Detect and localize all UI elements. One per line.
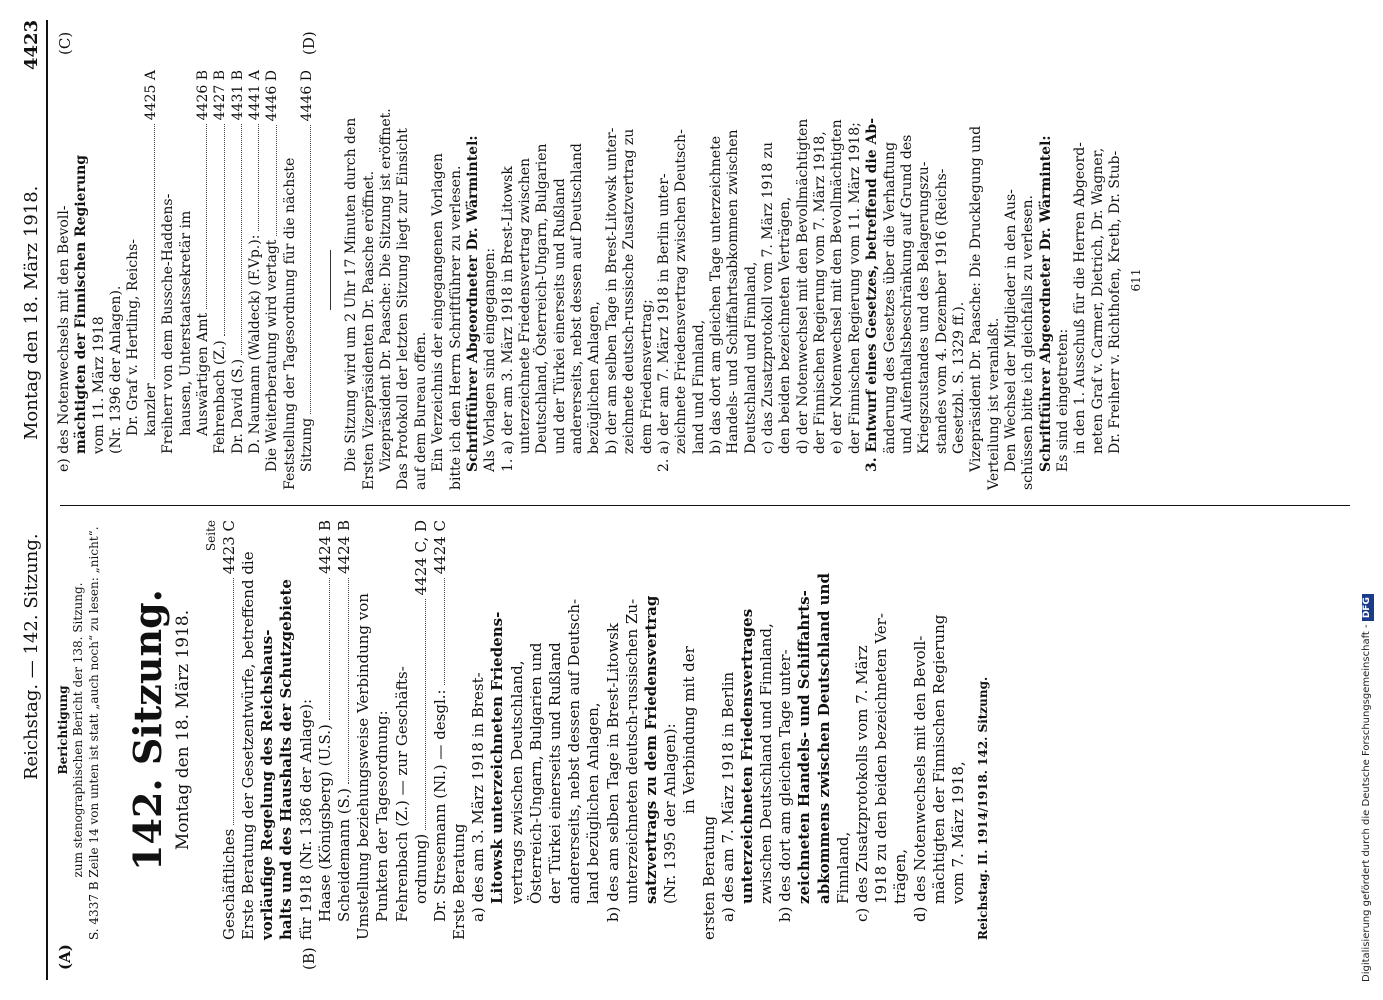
toc-label: Dr. Stresemann (Nl.) — desgl.: — [430, 689, 449, 922]
body-text: Ein Verzeichnis der eingegangenen Vorlagen — [430, 153, 447, 472]
toc-page: 4423 C — [219, 520, 238, 575]
body-text: und der Türkei einerseits und Rußland — [551, 178, 568, 454]
toc-naumann — [247, 70, 264, 490]
body-text: bitte ich den Herrn Schriftführer zu verlesen. — [447, 165, 464, 490]
page-number: 4423 — [21, 19, 42, 70]
toc-fehrenbach — [412, 520, 431, 940]
body-text: c) das Zusatzprotokoll vom 7. März 1918 zu — [760, 142, 777, 454]
toc-page: 4424 B — [334, 520, 353, 574]
toc-page: 4424 C, D — [411, 520, 430, 596]
body-text: bezüglichen Anlagen, — [586, 301, 603, 454]
toc-page: 4425 A — [142, 70, 159, 121]
body-text: den beiden bezeichneten Verträgen, — [777, 196, 794, 454]
body-text: d) der Notenwechsel mit den Bevollmächtigten — [794, 118, 811, 454]
toc-fehrenbach-r — [212, 70, 229, 490]
left-footer: Reichstag. II. 1914/1918. 142. Sitzung. — [976, 676, 991, 940]
toc-text: (Nr. 1396 der Anlagen). — [108, 285, 125, 454]
toc-text: Freiherr von dem Bussche-Haddens- — [160, 193, 177, 454]
toc-text: Umstellung beziehungsweise Verbindung von — [354, 593, 373, 940]
toc-page: 4441 A — [246, 70, 263, 121]
toc-erste-beratung — [239, 520, 316, 940]
toc-haase — [316, 520, 335, 940]
body-text: b) das dort am gleichen Tage unterzeichnete — [707, 135, 724, 454]
digitization-note — [1361, 2, 1374, 982]
toc-text: 1918 zu den beiden bezeichneten Ver- — [872, 613, 891, 904]
header-center: Montag den 18. März 1918. — [21, 185, 42, 440]
toc-page: 4446 D — [299, 70, 316, 122]
body-text: Vizepräsident Dr. Paasche: Die Sitzung ist eröffnet. — [378, 108, 395, 472]
body-text: Verteilung ist veranlaßt. — [985, 317, 1002, 490]
session-date: Montag den 18. März 1918. — [172, 609, 193, 851]
toc-label: Scheidemann (S.) — [334, 788, 353, 922]
header-left: Reichstag. — 142. Sitzung. — [21, 533, 42, 780]
toc-text: abkommens zwischen Deutschland und — [814, 573, 833, 904]
toc-text: Fehrenbach (Z.) — zur Geschäfts- — [392, 666, 411, 922]
body-text: Den Wechsel der Mitglieder in den Aus- — [1003, 189, 1020, 472]
toc-busche — [195, 70, 212, 490]
toc-text: vom 11. März 1918 — [90, 316, 107, 454]
body-text: Die Sitzung wird um 2 Uhr 17 Minuten durch den — [343, 117, 360, 472]
mark-a: (A) — [56, 944, 74, 970]
toc-text: d) des Notenwechsels mit den Bevoll- — [910, 635, 929, 922]
toc-text: ersten Beratung — [699, 815, 718, 940]
toc-text: e) des Notenwechsels mit den Bevoll- — [56, 205, 72, 472]
toc-geschaeftliches — [220, 520, 239, 940]
correction-line1: zum stenographischen Bericht der 138. Sitzung. — [71, 582, 86, 878]
toc-text: halts und des Haushalts der Schutzgebiete — [277, 579, 296, 940]
toc-label: ordnung) — [411, 833, 430, 904]
toc-text: Litowsk unterzeichneten Friedens- — [488, 611, 507, 904]
page-foot-number: 611 — [1128, 268, 1143, 292]
toc-page: 4446 D — [264, 70, 281, 122]
correction-title: Berichtigung — [56, 685, 70, 775]
toc-hertling — [143, 70, 160, 490]
body-text: in den 1. Ausschuß für die Herren Abgeord- — [1072, 142, 1089, 454]
toc-text: Erste Beratung der Gesetzentwürfe, betreffend die — [239, 551, 257, 940]
body-text: schüssen bitte ich gleichfalls zu verlesen. — [1020, 195, 1037, 490]
body-text: zeichnete Friedensvertrag zwischen Deutsch- — [673, 129, 690, 454]
toc-label: D. Naumann (Waldeck) (F.Vp.): — [246, 234, 263, 454]
body-text: auf dem Bureau offen. — [412, 331, 429, 490]
body-text: Es sind eingetreten: — [1055, 328, 1072, 472]
left-column — [56, 520, 991, 940]
body-text: änderung des Gesetzes über die Verhaftung — [881, 141, 898, 454]
mark-d: (D) — [300, 31, 318, 55]
body-text: zeichnete deutsch-russische Zusatzvertrag zu — [621, 128, 638, 454]
body-text: e) der Notenwechsel mit den Bevollmächtigten — [829, 119, 846, 454]
toc-text: Finnland, — [833, 831, 852, 904]
toc-text: land bezüglichen Anlagen, — [584, 702, 603, 904]
toc-label: kanzler — [142, 383, 159, 436]
body-text: Schriftführer Abgeordneter Dr. Wärmintel: — [1037, 135, 1054, 472]
header-rule — [46, 20, 48, 980]
body-text: dem Friedensvertrag; — [638, 299, 655, 454]
toc-text: hausen, Unterstaatssekretär im — [177, 210, 194, 436]
toc-text: in Verbindung mit der — [680, 646, 699, 814]
body-text: 2. a) der am 7. März 1918 in Berlin unter- — [655, 173, 672, 472]
toc-label: Fehrenbach (Z.) — [212, 340, 229, 454]
digitization-text: Digitalisierung gefördert durch die Deutsche Forschungsgemeinschaft - — [1361, 624, 1372, 982]
correction-line2: S. 4337 B Zeile 14 von unten ist statt „auch noch“ zu lesen: „nicht“. — [86, 526, 101, 940]
toc-text: mächtigten der Finnischen Regierung — [929, 614, 948, 904]
body-text: und Aufenthaltsbeschränkung auf Grund des — [898, 134, 915, 454]
column-divider — [60, 505, 1350, 506]
toc-page: 4424 B — [315, 520, 334, 574]
toc-text: unterzeichneten deutsch-russischen Zu- — [622, 598, 641, 904]
toc-text: trägen, — [891, 848, 910, 904]
toc-text: c) des Zusatzprotokolls vom 7. März — [853, 645, 871, 922]
body-text: 1. a) der am 3. März 1918 in Brest-Litowsk — [499, 166, 516, 472]
body-text: Das Protokoll der letzten Sitzung liegt zur Einsicht — [395, 128, 412, 490]
body-text: unterzeichnete Friedensvertrag zwischen — [516, 157, 533, 454]
toc-text: der Türkei einerseits und Rußland — [546, 642, 564, 904]
toc-text: a) des am 7. März 1918 in Berlin — [718, 671, 737, 922]
toc-label: Auswärtigen Amt — [194, 312, 211, 436]
body-text: Deutschland, Österreich-Ungarn, Bulgarien — [534, 143, 551, 454]
toc-text: Erste Beratung — [450, 823, 469, 940]
body-text: andererseits, nebst dessen auf Deutschland — [569, 143, 586, 454]
toc-text: Feststellung der Tagesordnung für die nächste — [281, 157, 298, 490]
toc-text: unterzeichneten Friedensvertrages — [737, 608, 756, 904]
dfg-logo: DFG — [1362, 594, 1374, 621]
toc-text: mächtigten der Finnischen Regierung — [73, 154, 90, 454]
body-text: Handels- und Schiffahrtsabkommen zwischen — [725, 129, 742, 454]
body-text: land und Finnland, — [690, 319, 707, 454]
body-text: b) der am selben Tage in Brest-Litowsk unter- — [603, 127, 620, 454]
toc-label: Haase (Königsberg) (U.S.) — [315, 724, 334, 922]
toc-text: für 1918 (Nr. 1386 der Anlage): — [296, 698, 315, 940]
toc-text: zeichneten Handels- und Schiffahrts- — [795, 590, 814, 904]
body-text: Deutschland und Finnland, — [742, 261, 759, 454]
toc-page: 4426 B — [194, 70, 211, 121]
toc-feststellung — [299, 70, 316, 490]
body-text: Kriegszustandes und des Belagerungszu- — [916, 161, 933, 454]
body-text: Schriftführer Abgeordneter Dr. Wärmintel: — [464, 135, 481, 472]
toc-label: Geschäftliches — [219, 828, 238, 940]
right-column — [56, 70, 1143, 490]
toc-text: (Nr. 1395 der Anlagen): — [661, 723, 680, 904]
toc-page: 4424 C — [430, 520, 449, 575]
toc-page: 4431 B — [229, 70, 246, 121]
body-text: Vizepräsident Dr. Paasche: Die Drucklegung und — [968, 125, 985, 472]
body-text: neten Graf v. Carmer, Dietrich, Dr. Wagner, — [1089, 147, 1106, 454]
toc-scheidemann — [335, 520, 354, 940]
toc-label: Sitzung — [299, 417, 316, 472]
session-title: 142. Sitzung. — [125, 589, 171, 871]
body-text: der Finnischen Regierung vom 11. März 1918; — [846, 122, 863, 454]
toc-text: vertrags zwischen Deutschland, — [507, 660, 526, 904]
toc-text: Dr. Graf v. Hertling, Reichs- — [125, 238, 142, 436]
toc-text: zwischen Deutschland und Finnland, — [757, 623, 776, 904]
body-text: der Finnischen Regierung vom 7. März 1918, — [812, 131, 829, 454]
toc-david — [230, 70, 247, 490]
toc-text: a) des am 3. März 1918 in Brest- — [469, 672, 488, 922]
toc-text: Punkten der Tagesordnung: — [373, 710, 392, 922]
toc-page: 4427 B — [212, 70, 229, 121]
toc-text: b) des dort am gleichen Tage unter- — [776, 649, 795, 922]
body-text: Ersten Vizepräsidenten Dr. Paasche eröffnet. — [360, 170, 377, 490]
body-text: Dr. Freiherr v. Richthofen, Kreth, Dr. Stub- — [1107, 150, 1124, 454]
toc-label: Die Weiterberatung wird vertagt — [264, 239, 281, 472]
section-rule — [330, 250, 331, 310]
toc-text: Österreich-Ungarn, Bulgarien und — [526, 642, 545, 904]
toc-text: vorläufige Regelung des Reichshaus- — [258, 629, 277, 940]
toc-weiterberatung — [264, 70, 281, 490]
toc-label: Dr. David (S.) — [229, 358, 246, 454]
body-text: 3. Entwurf eines Gesetzes, betreffend die Ab- — [864, 117, 881, 472]
body-text: Als Vorlagen sind eingegangen: — [482, 247, 499, 472]
mark-b: (B) — [300, 947, 318, 970]
toc-text: b) des am selben Tage in Brest-Litowsk — [603, 623, 622, 922]
mark-c: (C) — [56, 31, 74, 55]
body-text: Gesetzbl. S. 1329 ff.). — [950, 301, 967, 454]
toc-text: vom 7. März 1918, — [948, 761, 967, 904]
toc-text: andererseits, nebst dessen auf Deutsch- — [565, 598, 584, 904]
seite-label: Seite — [204, 520, 219, 552]
toc-text: satzvertrags zu dem Friedensvertrag — [641, 595, 660, 904]
toc-stresemann — [431, 520, 450, 940]
body-text: standes vom 4. Dezember 1916 (Reichs- — [933, 168, 950, 454]
